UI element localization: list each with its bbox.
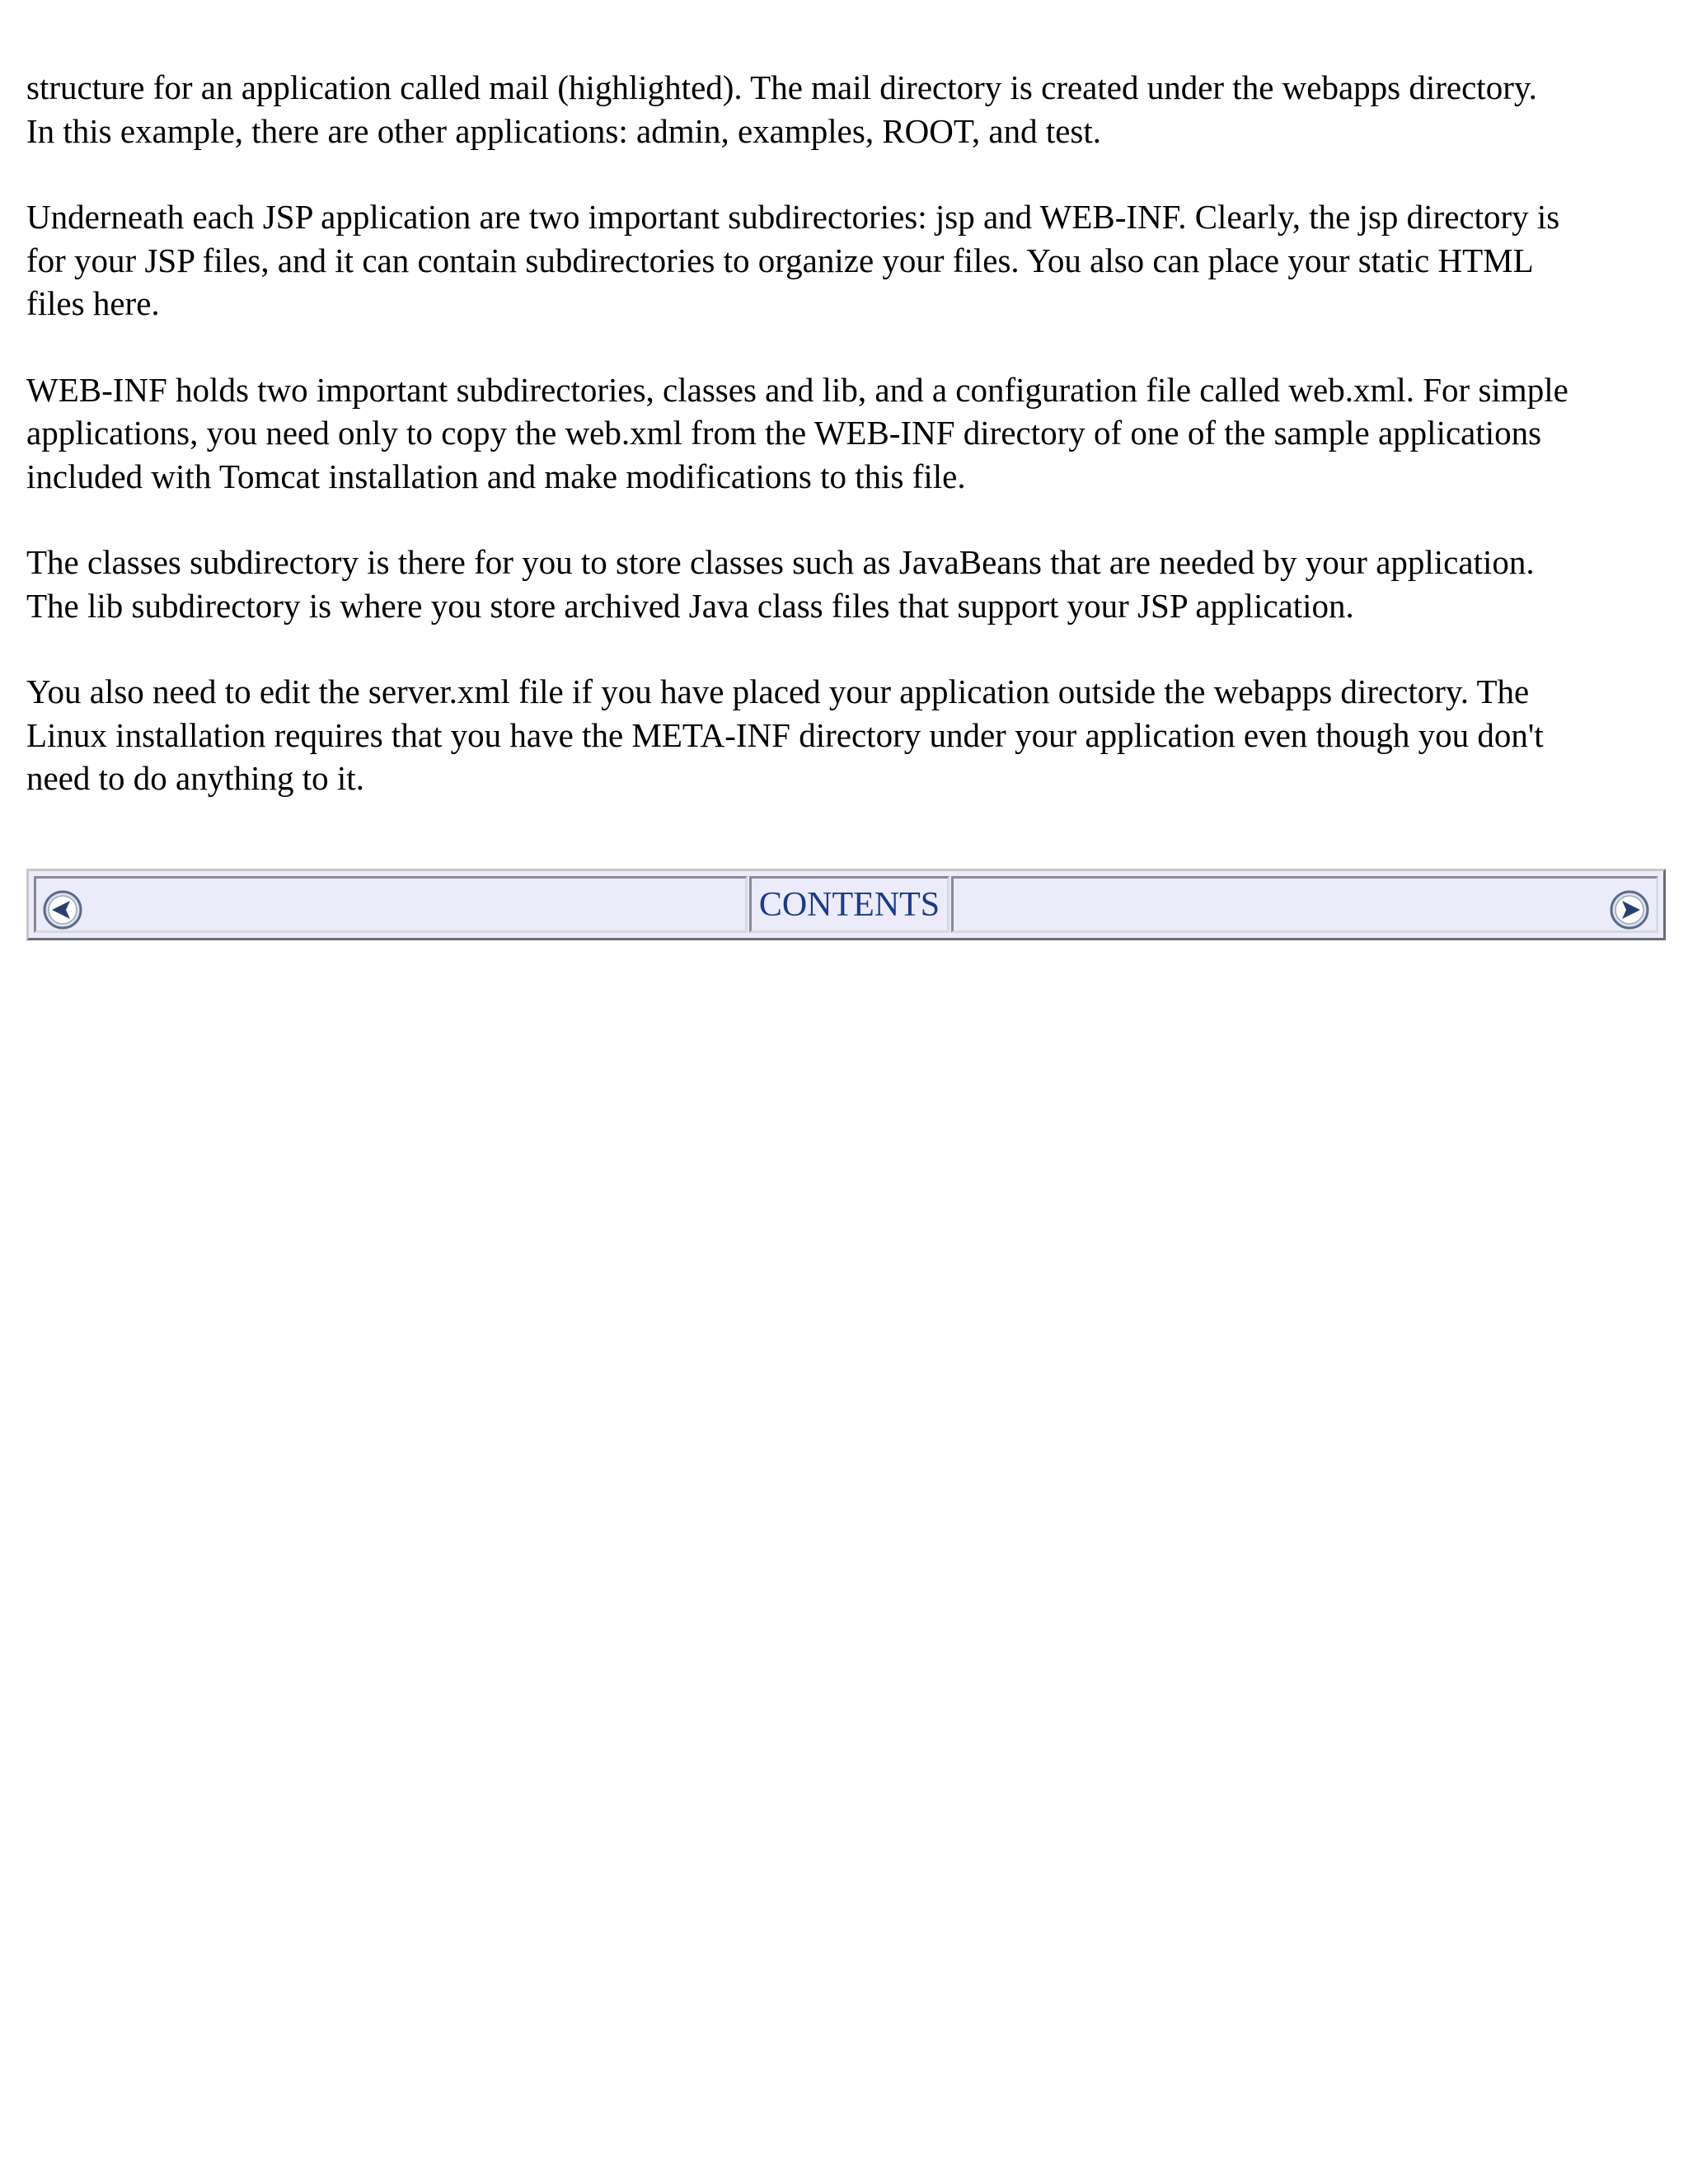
paragraph-classes-lib: The classes subdirectory is there for you to store classes such as JavaBeans that are needed by your application. The lib subdirectory is where you store archived Java class files that support your JSP application. bbox=[26, 543, 1535, 625]
paragraph-web-inf: WEB-INF holds two important subdirectories, classes and lib, and a configuration file called web.xml. For simple applications, you need only to copy the web.xml from the WEB-INF directory of one of the sample applications included with Tomcat installation and make modifications to this file. bbox=[26, 370, 1568, 495]
paragraph-server-xml: You also need to edit the server.xml file if you have placed your application outside the webapps directory. The Linux installation requires that you have the META-INF directory under your application even though you don't need to do anything to it. bbox=[26, 673, 1544, 797]
arrow-right-icon bbox=[1608, 888, 1651, 931]
document-body bbox=[26, 66, 1667, 843]
nav-cell-next bbox=[951, 876, 1658, 933]
paragraph-subdirectories: Underneath each JSP application are two important subdirectories: jsp and WEB-INF. Clearly, the jsp directory is for your JSP files, and it can contain subdirectories to organize your files. You also can place your static HTML files here. bbox=[26, 198, 1560, 322]
nav-cell-previous bbox=[34, 876, 748, 933]
navigation-bar bbox=[26, 869, 1666, 940]
contents-link[interactable]: CONTENTS bbox=[758, 885, 940, 924]
next-page-button[interactable] bbox=[1608, 888, 1651, 931]
paragraph-app-structure: structure for an application called mail (highlighted). The mail directory is created under the webapps directory. In this example, there are other applications: admin, examples, ROOT, and test. bbox=[26, 68, 1537, 150]
nav-cell-contents bbox=[749, 876, 950, 933]
previous-page-button[interactable] bbox=[41, 888, 84, 931]
arrow-left-icon bbox=[41, 888, 84, 931]
